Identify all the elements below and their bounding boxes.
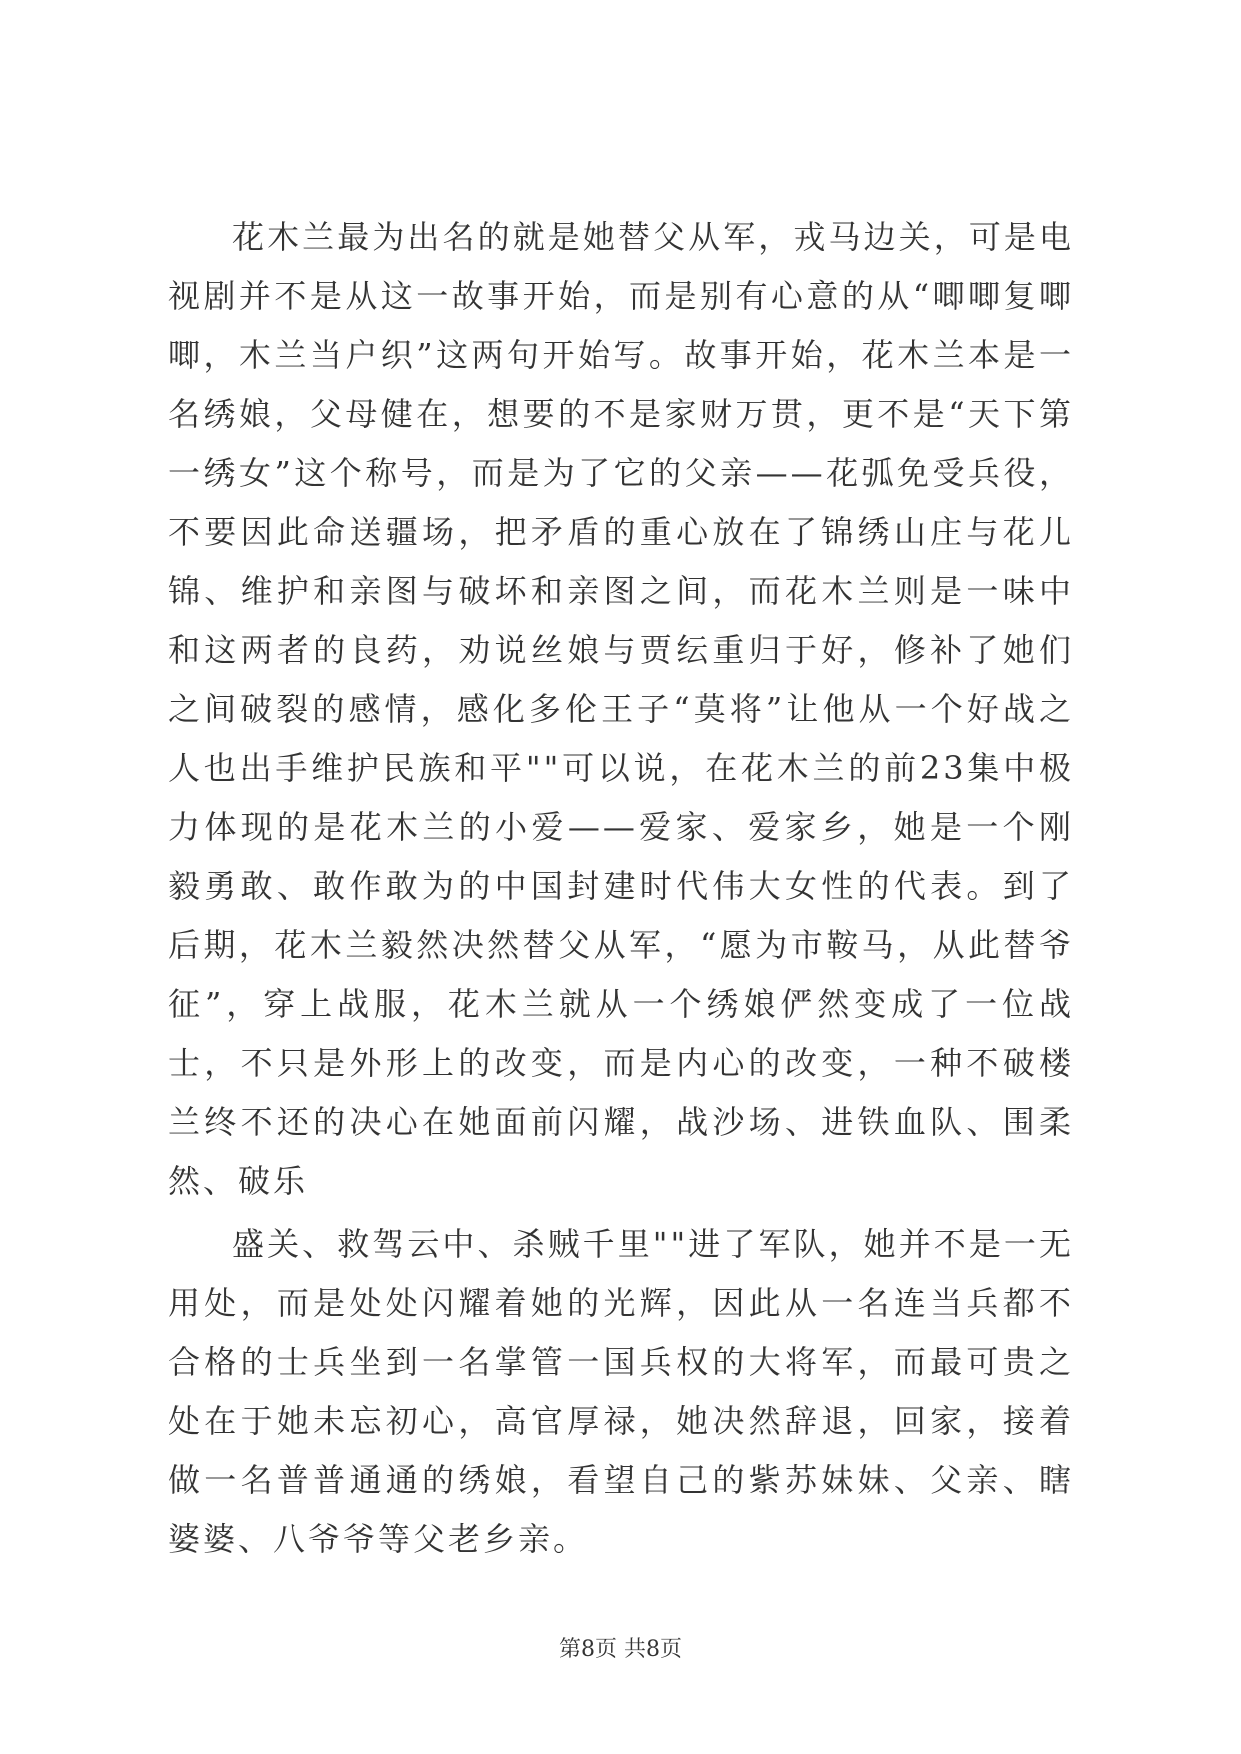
document-body — [168, 208, 1074, 1569]
page-footer: 第8页 共8页 — [559, 1637, 682, 1662]
body-paragraph-1: 花木兰最为出名的就是她替父从军，戎马边关，可是电视剧并不是从这一故事开始，而是别有心意的从“唧唧复唧唧，木兰当户织”这两句开始写。故事开始，花木兰本是一名绣娘，父母健在，想要的不是家财万贯，更不是“天下第一绣女”这个称号，而是为了它的父亲——花弧免受兵役，不要因此命送疆场，把矛盾的重心放在了锦绣山庄与花儿锦、维护和亲图与破坏和亲图之间，而花木兰则是一味中和这两者的良药，劝说丝娘与贾纭重归于好，修补了她们之间破裂的感情，感化多伦王子“莫将”让他从一个好战之人也出手维护民族和平""可以说，在花木兰的前23集中极力体现的是花木兰的小爱——爱家、爱家乡，她是一个刚毅勇敢、敢作敢为的中国封建时代伟大女性的代表。到了后期，花木兰毅然决然替父从军，“愿为市鞍马，从此替爷征”，穿上战服，花木兰就从一个绣娘俨然变成了一位战士，不只是外形上的改变，而是内心的改变，一种不破楼兰终不还的决心在她面前闪耀，战沙场、进铁血队、围柔然、破乐 — [168, 218, 1074, 1200]
body-paragraph-2: 盛关、救驾云中、杀贼千里""进了军队，她并不是一无用处，而是处处闪耀着她的光辉，因此从一名连当兵都不合格的士兵坐到一名掌管一国兵权的大将军，而最可贵之处在于她未忘初心，高官厚禄，她决然辞退，回家，接着做一名普普通通的绣娘，看望自己的紫苏妹妹、父亲、瞎婆婆、八爷爷等父老乡亲。 — [168, 1225, 1074, 1558]
